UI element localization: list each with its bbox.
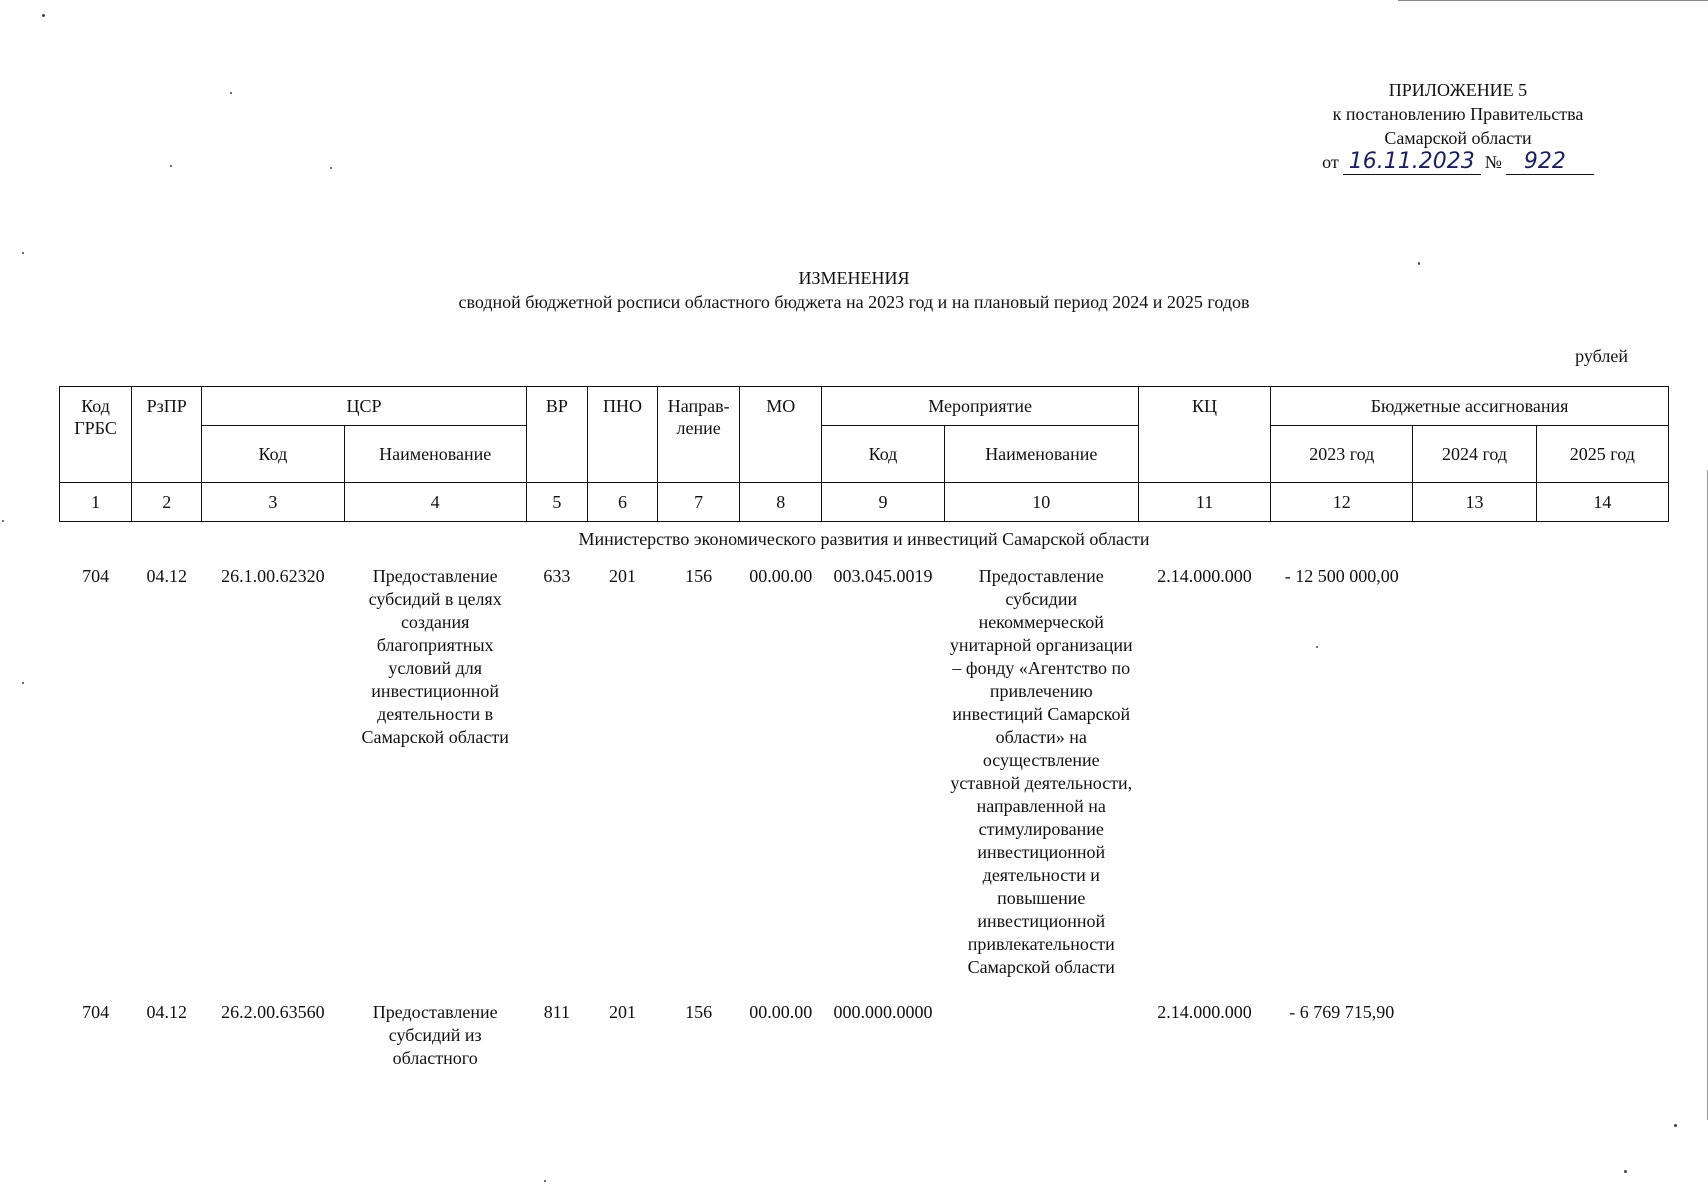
header-event-name: Наименование (944, 426, 1138, 483)
cell-2023: - 6 769 715,90 (1289, 1002, 1395, 1022)
column-number-row (60, 483, 1669, 522)
header-row-2 (60, 426, 1669, 483)
scan-speck (2, 520, 4, 522)
scan-speck (230, 92, 232, 94)
scan-speck (544, 1180, 546, 1182)
header-event: Мероприятие (822, 387, 1139, 426)
column-number: 12 (1271, 483, 1413, 522)
cell-csr-code: 26.1.00.62320 (221, 566, 325, 586)
header-napr: Направ- ление (658, 387, 740, 483)
column-number: 2 (132, 483, 202, 522)
cell-vr: 811 (543, 1002, 571, 1022)
appendix-line-1: к постановлению Правительства (1332, 104, 1584, 124)
scan-edge-top (1398, 0, 1708, 1)
cell-event-name (944, 993, 1138, 1084)
column-number: 4 (344, 483, 526, 522)
header-allocations: Бюджетные ассигнования (1271, 387, 1669, 426)
cell-rzpr: 04.12 (146, 566, 187, 586)
appendix-date-line (1298, 150, 1618, 175)
column-number: 11 (1138, 483, 1270, 522)
cell-2024 (1413, 993, 1536, 1084)
cell-pno: 201 (609, 1002, 637, 1022)
header-row-1 (60, 387, 1669, 426)
cell-napr: 156 (685, 566, 713, 586)
cell-2025 (1536, 557, 1668, 993)
column-number: 7 (658, 483, 740, 522)
column-number: 8 (740, 483, 822, 522)
column-number: 6 (587, 483, 657, 522)
column-number: 1 (60, 483, 132, 522)
header-vr: ВР (526, 387, 587, 483)
cell-event-name: Предоставление субсидии некоммерческой унитарной организации – фонду «Агентство по привлечению инвестиций Самарской области» на осуществление уставной деятельности, направленной на стимулирование инвестиционной деятельности и повышение инвестиционной привлекательности Самарской области (949, 566, 1133, 977)
cell-csr-name: Предоставление субсидий в целях создания благоприятных условий для инвестиционной деятельности в Самарской области (361, 566, 509, 747)
cell-2023: - 12 500 000,00 (1284, 566, 1399, 586)
cell-rzpr: 04.12 (146, 1002, 187, 1022)
cell-event-code: 000.000.0000 (833, 1002, 933, 1022)
header-event-code: Код (822, 426, 944, 483)
cell-pno: 201 (609, 566, 637, 586)
cell-event-code: 003.045.0019 (833, 566, 933, 586)
header-csr-code: Код (202, 426, 344, 483)
scan-speck (1624, 1170, 1627, 1173)
scan-speck (42, 14, 45, 17)
cell-kc: 2.14.000.000 (1157, 566, 1252, 586)
appendix-line-2: Самарской области (1384, 128, 1532, 148)
column-number: 3 (202, 483, 344, 522)
document-title: ИЗМЕНЕНИЯ (798, 268, 910, 288)
appendix-title: ПРИЛОЖЕНИЕ 5 (1388, 80, 1528, 100)
cell-grbs: 704 (82, 566, 110, 586)
scan-speck (1418, 262, 1420, 265)
document-title-block (0, 266, 1708, 314)
cell-2024 (1413, 557, 1536, 993)
scan-speck (1674, 1124, 1677, 1127)
cell-napr: 156 (685, 1002, 713, 1022)
handwritten-number: 922 (1506, 150, 1594, 175)
ministry-row (60, 522, 1669, 558)
scan-speck (330, 167, 332, 169)
cell-csr-name: Предоставление субсидий из областного (372, 1002, 498, 1068)
scan-speck (22, 252, 24, 254)
header-grbs: Код ГРБС (60, 387, 132, 483)
table-row (60, 993, 1669, 1084)
handwritten-date: 16.11.2023 (1343, 150, 1481, 175)
cell-grbs: 704 (82, 1002, 110, 1022)
header-2025: 2025 год (1536, 426, 1668, 483)
date-prefix: от (1322, 152, 1339, 172)
header-csr: ЦСР (202, 387, 527, 426)
column-number: 14 (1536, 483, 1668, 522)
budget-table (59, 386, 1669, 1084)
scan-speck (1316, 646, 1318, 648)
cell-2025 (1536, 993, 1668, 1084)
scan-speck (22, 682, 24, 684)
header-2024: 2024 год (1413, 426, 1536, 483)
column-number: 9 (822, 483, 944, 522)
header-pno: ПНО (587, 387, 657, 483)
cell-mo: 00.00.00 (749, 566, 813, 586)
column-number: 10 (944, 483, 1138, 522)
column-number: 5 (526, 483, 587, 522)
cell-csr-code: 26.2.00.63560 (221, 1002, 325, 1022)
units-label: рублей (1575, 346, 1628, 366)
header-2023: 2023 год (1271, 426, 1413, 483)
cell-mo: 00.00.00 (749, 1002, 813, 1022)
header-rzpr: РзПР (132, 387, 202, 483)
table-row (60, 557, 1669, 993)
document-subtitle: сводной бюджетной росписи областного бюджета на 2023 год и на плановый период 2024 и 2025 годов (458, 292, 1250, 312)
number-prefix: № (1484, 152, 1502, 172)
cell-vr: 633 (543, 566, 571, 586)
column-number: 13 (1413, 483, 1536, 522)
ministry-name: Министерство экономического развития и инвестиций Самарской области (578, 529, 1150, 549)
appendix-block (1298, 78, 1618, 175)
header-kc: КЦ (1138, 387, 1270, 483)
scan-speck (170, 165, 172, 167)
header-mo: МО (740, 387, 822, 483)
cell-kc: 2.14.000.000 (1157, 1002, 1252, 1022)
header-csr-name: Наименование (344, 426, 526, 483)
